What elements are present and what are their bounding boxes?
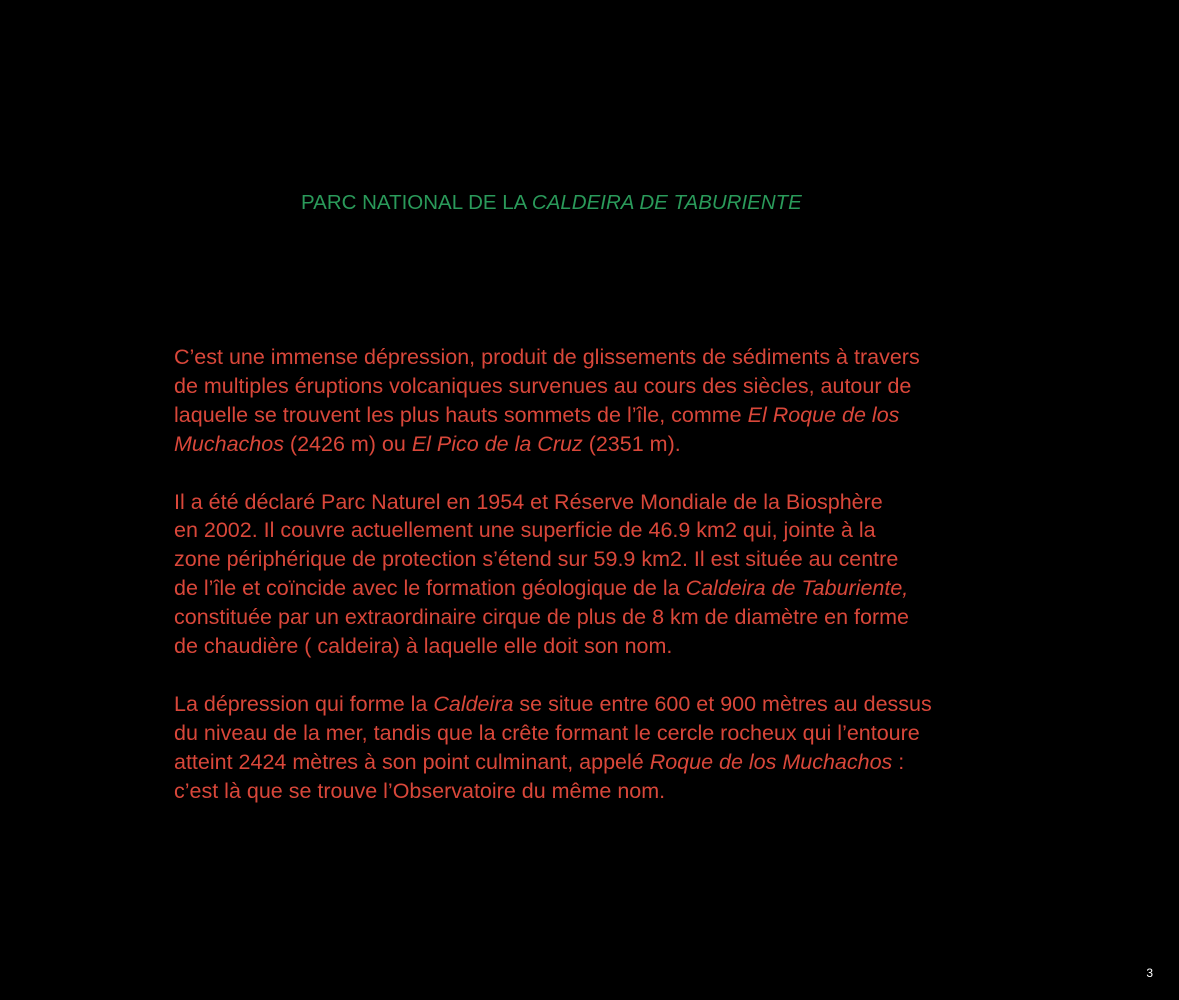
text-segment: laquelle se trouvent les plus hauts sommets de l’île, comme	[174, 402, 748, 427]
text-line	[174, 430, 1054, 459]
italic-text: Caldeira	[433, 691, 514, 716]
text-segment: se situe entre 600 et 900 mètres au dessus	[513, 691, 932, 716]
text-segment: (2426 m) ou	[283, 431, 412, 456]
text-line	[174, 372, 1054, 401]
text-segment: Il a été déclaré Parc Naturel en 1954 et Réserve Mondiale de la Biosphère	[174, 489, 883, 514]
body-text	[174, 343, 1054, 805]
italic-text: Muchachos	[174, 431, 284, 456]
paragraph	[174, 488, 1054, 661]
text-segment: en 2002. Il couvre actuellement une superficie de 46.9 km2 qui, jointe à la	[174, 518, 876, 543]
title-plain: PARC NATIONAL DE LA	[301, 191, 532, 214]
text-line	[174, 401, 1054, 430]
text-segment: du niveau de la mer, tandis que la crête formant le cercle rocheux qui l’entoure	[174, 720, 920, 745]
text-line	[174, 748, 1054, 777]
text-line	[174, 516, 1054, 545]
text-segment: atteint 2424 mètres à son point culminant, appelé	[174, 749, 650, 774]
page-title	[301, 191, 802, 215]
text-segment: La dépression qui forme la	[174, 691, 434, 716]
text-segment: zone périphérique de protection s’étend sur 59.9 km2. Il est située au centre	[174, 547, 899, 572]
italic-text: Caldeira de Taburiente,	[685, 576, 909, 601]
paragraph	[174, 343, 1054, 459]
text-line	[174, 719, 1054, 748]
text-segment: c’est là que se trouve l’Observatoire du même nom.	[174, 778, 666, 803]
page-number: 3	[1146, 966, 1153, 980]
text-line	[174, 690, 1054, 719]
text-segment: constituée par un extraordinaire cirque de plus de 8 km de diamètre en forme	[174, 605, 909, 630]
text-segment: :	[892, 749, 905, 774]
text-segment: de l’île et coïncide avec le formation géologique de la	[174, 576, 686, 601]
text-line	[174, 603, 1054, 632]
text-line	[174, 343, 1054, 372]
text-segment: de multiples éruptions volcaniques survenues au cours des siècles, autour de	[174, 373, 912, 398]
text-line	[174, 632, 1054, 661]
text-line	[174, 545, 1054, 574]
text-line	[174, 574, 1054, 603]
text-segment: C’est une immense dépression, produit de glissements de sédiments à travers	[174, 345, 920, 369]
paragraph	[174, 690, 1054, 806]
title-italic: CALDEIRA DE TABURIENTE	[531, 191, 802, 214]
italic-text: El Roque de los	[747, 402, 900, 427]
italic-text: Roque de los Muchachos	[649, 749, 893, 774]
text-line	[174, 777, 1054, 806]
italic-text: El Pico de la Cruz	[411, 431, 583, 456]
text-segment: (2351 m).	[582, 431, 681, 456]
text-segment: de chaudière ( caldeira) à laquelle elle doit son nom.	[174, 634, 673, 659]
text-line	[174, 488, 1054, 517]
